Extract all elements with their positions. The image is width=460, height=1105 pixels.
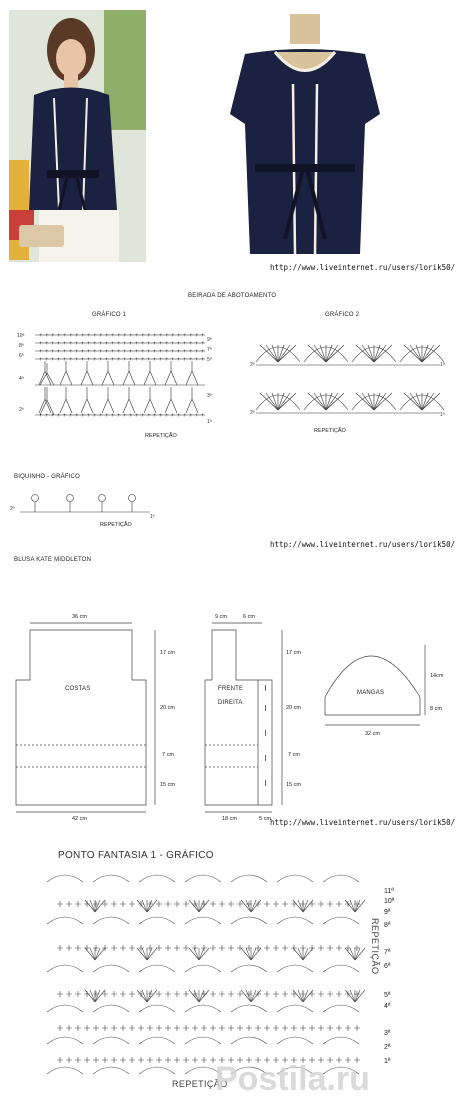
svg-text:5ª: 5ª bbox=[207, 357, 212, 363]
svg-text:+: + bbox=[81, 357, 85, 363]
front-top-width-1: 9 cm bbox=[215, 614, 227, 620]
row-label: 3ª bbox=[384, 1030, 391, 1037]
svg-text:+: + bbox=[81, 333, 85, 339]
front-height-1: 17 cm bbox=[286, 650, 301, 656]
svg-text:4ª: 4ª bbox=[19, 376, 24, 382]
fancy-stitch-title: PONTO FANTASIA 1 - GRÁFICO bbox=[58, 850, 214, 861]
svg-text:+: + bbox=[147, 357, 151, 363]
svg-text:+: + bbox=[183, 341, 187, 347]
front-bottom-width-1: 18 cm bbox=[222, 816, 237, 822]
svg-text:+: + bbox=[39, 333, 43, 339]
svg-text:+: + bbox=[147, 341, 151, 347]
svg-text:+: + bbox=[105, 349, 109, 355]
svg-text:2ª: 2ª bbox=[250, 410, 255, 416]
svg-text:+: + bbox=[117, 333, 121, 339]
model-photo bbox=[9, 10, 146, 262]
site-watermark: Postila.ru bbox=[215, 1060, 370, 1098]
svg-text:+: + bbox=[93, 333, 97, 339]
row-label: 4ª bbox=[384, 1003, 391, 1010]
row-label: 11ª bbox=[384, 888, 394, 895]
svg-text:+: + bbox=[123, 357, 127, 363]
svg-text:+: + bbox=[117, 413, 121, 419]
svg-text:+: + bbox=[189, 333, 193, 339]
pattern-schema bbox=[0, 605, 460, 835]
chart2-fans bbox=[256, 345, 444, 413]
svg-text:+: + bbox=[171, 413, 175, 419]
svg-text:+: + bbox=[159, 333, 163, 339]
svg-text:6ª: 6ª bbox=[19, 353, 24, 359]
svg-text:+: + bbox=[111, 349, 115, 355]
svg-text:+: + bbox=[69, 349, 73, 355]
svg-text:+: + bbox=[75, 357, 79, 363]
svg-text:+: + bbox=[117, 357, 121, 363]
svg-text:+: + bbox=[129, 341, 133, 347]
svg-text:1ª: 1ª bbox=[207, 419, 212, 425]
svg-text:+: + bbox=[153, 357, 157, 363]
mannequin-illustration bbox=[215, 14, 395, 260]
svg-text:+: + bbox=[99, 413, 103, 419]
sleeve-height-1: 14cm bbox=[430, 673, 444, 679]
model-illustration bbox=[9, 10, 146, 262]
svg-text:+: + bbox=[201, 357, 205, 363]
chart2-diagram bbox=[250, 328, 455, 418]
svg-text:+: + bbox=[183, 413, 187, 419]
svg-text:9ª: 9ª bbox=[207, 337, 212, 343]
chart1-repeat-label: REPETIÇÃO bbox=[145, 433, 177, 439]
svg-text:+: + bbox=[39, 413, 43, 419]
svg-text:+: + bbox=[201, 333, 205, 339]
svg-text:+: + bbox=[135, 413, 139, 419]
svg-text:8ª: 8ª bbox=[19, 343, 24, 349]
svg-text:+: + bbox=[171, 333, 175, 339]
row-label: 7ª bbox=[384, 949, 391, 956]
svg-text:+: + bbox=[39, 341, 43, 347]
back-height-3: 7 cm bbox=[162, 752, 174, 758]
svg-text:+: + bbox=[99, 333, 103, 339]
svg-text:+: + bbox=[165, 357, 169, 363]
sleeve-width: 32 cm bbox=[365, 731, 380, 737]
svg-text:+: + bbox=[57, 349, 61, 355]
svg-text:+: + bbox=[195, 333, 199, 339]
svg-text:+: + bbox=[87, 349, 91, 355]
row-label: 2ª bbox=[384, 1044, 391, 1051]
svg-text:+: + bbox=[93, 341, 97, 347]
row-label: 10ª bbox=[384, 898, 395, 905]
svg-text:+: + bbox=[147, 333, 151, 339]
svg-text:+: + bbox=[51, 333, 55, 339]
svg-text:+: + bbox=[123, 341, 127, 347]
svg-text:+: + bbox=[51, 349, 55, 355]
svg-text:+: + bbox=[195, 349, 199, 355]
svg-text:+: + bbox=[141, 333, 145, 339]
svg-text:+: + bbox=[93, 413, 97, 419]
svg-text:+: + bbox=[165, 413, 169, 419]
svg-text:+: + bbox=[63, 413, 67, 419]
svg-text:+: + bbox=[117, 341, 121, 347]
svg-text:+: + bbox=[159, 357, 163, 363]
front-top-width-2: 6 cm bbox=[243, 614, 255, 620]
back-label: COSTAS bbox=[65, 686, 91, 692]
fancy-repeat-side: REPETIÇÃO bbox=[370, 918, 380, 975]
svg-text:+: + bbox=[165, 333, 169, 339]
chart1-title: GRÁFICO 1 bbox=[92, 312, 127, 318]
svg-text:+: + bbox=[45, 413, 49, 419]
svg-text:+: + bbox=[195, 341, 199, 347]
svg-text:+: + bbox=[63, 349, 67, 355]
svg-text:+: + bbox=[87, 357, 91, 363]
back-height-1: 17 cm bbox=[160, 650, 175, 656]
svg-text:+: + bbox=[81, 413, 85, 419]
svg-text:+: + bbox=[141, 357, 145, 363]
svg-text:+: + bbox=[111, 357, 115, 363]
svg-text:+: + bbox=[165, 349, 169, 355]
svg-text:1ª: 1ª bbox=[440, 412, 445, 418]
svg-text:+: + bbox=[117, 349, 121, 355]
svg-text:1ª: 1ª bbox=[150, 514, 155, 520]
svg-text:+: + bbox=[39, 357, 43, 363]
back-height-4: 15 cm bbox=[160, 782, 175, 788]
picot-diagram bbox=[10, 490, 170, 520]
svg-text:+: + bbox=[153, 333, 157, 339]
fancy-stitch-marks bbox=[47, 875, 365, 1074]
svg-text:+: + bbox=[183, 357, 187, 363]
svg-text:+: + bbox=[99, 357, 103, 363]
svg-text:+: + bbox=[57, 333, 61, 339]
front-label-2: DIREITA bbox=[218, 700, 243, 706]
svg-text:+: + bbox=[105, 341, 109, 347]
svg-text:+: + bbox=[57, 357, 61, 363]
svg-text:+: + bbox=[105, 413, 109, 419]
svg-text:+: + bbox=[69, 341, 73, 347]
svg-text:+: + bbox=[63, 333, 67, 339]
svg-text:+: + bbox=[135, 341, 139, 347]
svg-text:+: + bbox=[45, 357, 49, 363]
svg-text:+: + bbox=[87, 333, 91, 339]
svg-text:+: + bbox=[177, 349, 181, 355]
svg-text:+: + bbox=[201, 349, 205, 355]
svg-text:+: + bbox=[189, 413, 193, 419]
svg-text:+: + bbox=[183, 349, 187, 355]
front-height-4: 15 cm bbox=[286, 782, 301, 788]
svg-text:+: + bbox=[87, 341, 91, 347]
chart2-repeat-label: REPETIÇÃO bbox=[314, 428, 346, 434]
svg-text:+: + bbox=[159, 413, 163, 419]
svg-text:+: + bbox=[99, 349, 103, 355]
svg-text:+: + bbox=[141, 349, 145, 355]
svg-text:+: + bbox=[153, 413, 157, 419]
svg-text:+: + bbox=[63, 357, 67, 363]
svg-text:+: + bbox=[195, 357, 199, 363]
svg-text:+: + bbox=[81, 349, 85, 355]
picot-marks bbox=[20, 495, 150, 513]
svg-text:+: + bbox=[99, 341, 103, 347]
sleeve-label: MANGAS bbox=[357, 690, 385, 696]
svg-text:+: + bbox=[129, 333, 133, 339]
svg-text:+: + bbox=[105, 333, 109, 339]
svg-text:+: + bbox=[111, 333, 115, 339]
url-watermark: http://www.liveinternet.ru/users/lorik50/ bbox=[270, 263, 456, 272]
svg-text:+: + bbox=[45, 333, 49, 339]
chart1-diagram bbox=[15, 325, 220, 425]
row-label: 1ª bbox=[384, 1058, 391, 1065]
front-height-2: 20 cm bbox=[286, 705, 301, 711]
svg-text:+: + bbox=[51, 413, 55, 419]
svg-text:+: + bbox=[129, 349, 133, 355]
svg-text:+: + bbox=[177, 413, 181, 419]
svg-text:+: + bbox=[147, 349, 151, 355]
svg-text:+: + bbox=[171, 341, 175, 347]
svg-text:+: + bbox=[39, 349, 43, 355]
svg-text:+: + bbox=[51, 341, 55, 347]
svg-text:+: + bbox=[129, 413, 133, 419]
svg-text:+: + bbox=[171, 357, 175, 363]
svg-text:+: + bbox=[57, 341, 61, 347]
chart2-title: GRÁFICO 2 bbox=[325, 312, 360, 318]
svg-text:2ª: 2ª bbox=[19, 407, 24, 413]
svg-text:+: + bbox=[159, 349, 163, 355]
svg-text:+: + bbox=[141, 413, 145, 419]
svg-text:+: + bbox=[93, 349, 97, 355]
mannequin-photo bbox=[215, 14, 395, 260]
svg-text:+: + bbox=[69, 357, 73, 363]
svg-text:3ª: 3ª bbox=[207, 393, 212, 399]
svg-text:+: + bbox=[153, 341, 157, 347]
sleeve-height-2: 8 cm bbox=[430, 706, 442, 712]
svg-text:+: + bbox=[129, 357, 133, 363]
svg-text:+: + bbox=[135, 357, 139, 363]
svg-text:+: + bbox=[189, 349, 193, 355]
svg-text:+: + bbox=[171, 349, 175, 355]
svg-text:+: + bbox=[201, 341, 205, 347]
svg-text:+: + bbox=[51, 357, 55, 363]
fancy-repeat-bottom: REPETIÇÃO bbox=[172, 1079, 228, 1089]
svg-text:+: + bbox=[177, 333, 181, 339]
back-top-width: 36 cm bbox=[72, 614, 87, 620]
svg-text:+: + bbox=[195, 413, 199, 419]
svg-text:+: + bbox=[177, 357, 181, 363]
fancy-stitch-diagram bbox=[45, 862, 385, 1077]
svg-text:+: + bbox=[177, 341, 181, 347]
svg-text:+: + bbox=[63, 341, 67, 347]
svg-text:+: + bbox=[111, 341, 115, 347]
front-bottom-width-2: 5 cm bbox=[259, 816, 271, 822]
picot-title: BIQUINHO - GRÁFICO bbox=[14, 474, 80, 480]
svg-text:+: + bbox=[147, 413, 151, 419]
front-label-1: FRENTE bbox=[218, 686, 244, 692]
svg-text:+: + bbox=[165, 341, 169, 347]
svg-text:+: + bbox=[201, 413, 205, 419]
svg-text:+: + bbox=[159, 341, 163, 347]
svg-text:+: + bbox=[123, 349, 127, 355]
url-watermark: http://www.liveinternet.ru/users/lorik50/ bbox=[270, 540, 456, 549]
svg-text:+: + bbox=[45, 341, 49, 347]
svg-text:1ª: 1ª bbox=[440, 362, 445, 368]
fancy-row-labels bbox=[384, 888, 414, 1078]
svg-text:+: + bbox=[69, 333, 73, 339]
svg-text:+: + bbox=[75, 349, 79, 355]
edging-title: BEIRADA DE ABOTOAMENTO bbox=[188, 293, 277, 299]
svg-text:+: + bbox=[93, 357, 97, 363]
row-label: 8ª bbox=[384, 922, 391, 929]
svg-text:+: + bbox=[45, 349, 49, 355]
svg-text:+: + bbox=[123, 413, 127, 419]
svg-text:+: + bbox=[111, 413, 115, 419]
back-bottom-width: 42 cm bbox=[72, 816, 87, 822]
svg-text:7ª: 7ª bbox=[207, 347, 212, 353]
svg-text:+: + bbox=[183, 333, 187, 339]
svg-text:+: + bbox=[75, 341, 79, 347]
back-height-2: 20 cm bbox=[160, 705, 175, 711]
svg-text:+: + bbox=[141, 341, 145, 347]
row-label: 5ª bbox=[384, 992, 391, 999]
svg-text:+: + bbox=[189, 357, 193, 363]
svg-text:+: + bbox=[105, 357, 109, 363]
svg-text:2ª: 2ª bbox=[10, 506, 15, 512]
svg-text:+: + bbox=[123, 333, 127, 339]
svg-text:+: + bbox=[81, 341, 85, 347]
svg-text:+: + bbox=[57, 413, 61, 419]
svg-text:+: + bbox=[87, 413, 91, 419]
svg-text:10ª: 10ª bbox=[17, 333, 25, 339]
row-label: 9ª bbox=[384, 909, 391, 916]
blouse-title: BLUSA KATE MIDDLETON bbox=[14, 557, 92, 563]
svg-text:+: + bbox=[135, 349, 139, 355]
row-label: 6ª bbox=[384, 963, 391, 970]
url-watermark: http://www.liveinternet.ru/users/lorik50/ bbox=[270, 818, 456, 827]
svg-text:+: + bbox=[135, 333, 139, 339]
picot-repeat-label: REPETIÇÃO bbox=[100, 522, 132, 528]
svg-text:+: + bbox=[75, 333, 79, 339]
svg-text:+: + bbox=[153, 349, 157, 355]
svg-text:+: + bbox=[189, 341, 193, 347]
svg-text:2ª: 2ª bbox=[250, 362, 255, 368]
svg-text:+: + bbox=[69, 413, 73, 419]
front-height-3: 7 cm bbox=[288, 752, 300, 758]
svg-text:+: + bbox=[75, 413, 79, 419]
